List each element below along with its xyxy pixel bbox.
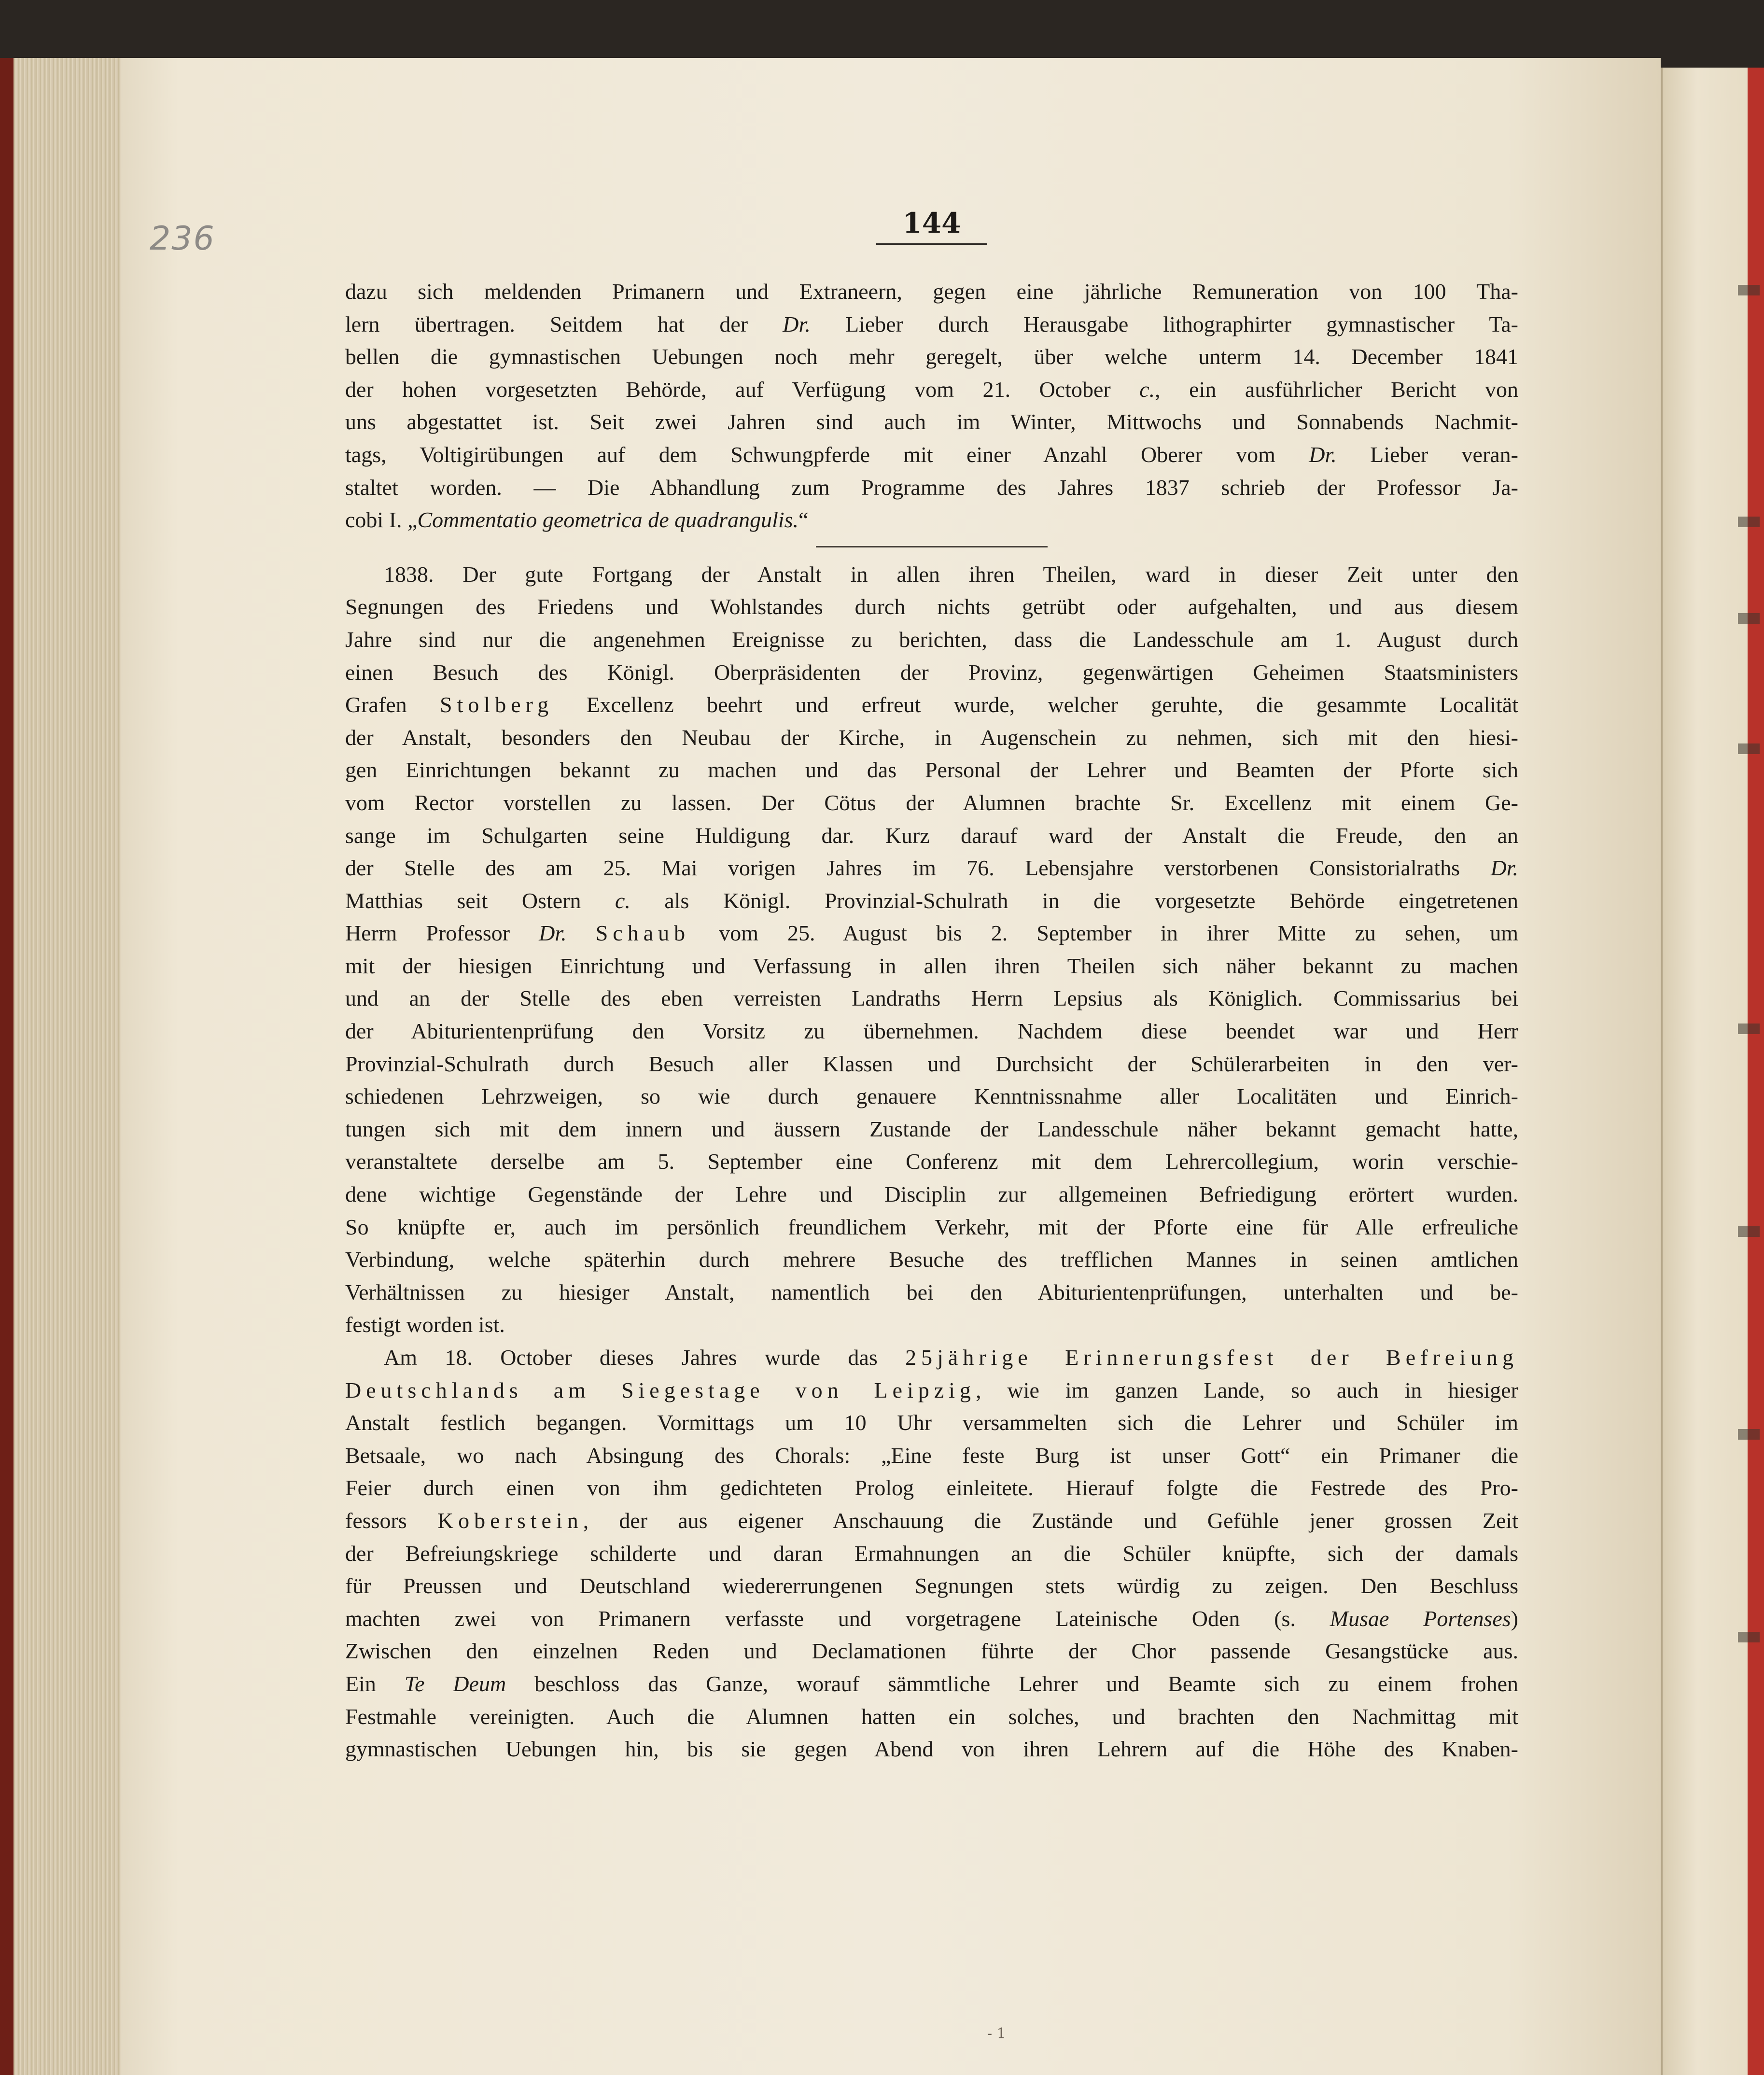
text-line: Segnungen des Friedens und Wohlstandes durch nichts getrübt oder aufgehalten, und aus diesem <box>345 594 1518 619</box>
text-line: veranstaltete derselbe am 5. September eine Conferenz mit dem Lehrercollegium, worin verschie- <box>345 1149 1518 1174</box>
text-italic: Te Deum <box>404 1671 506 1696</box>
text-line: Grafen <box>345 692 440 717</box>
text-line: als Königl. Provinzial-Schulrath in die vorgesetzte Behörde eingetretenen <box>630 888 1518 913</box>
page-text <box>345 275 1518 1766</box>
edge-mark <box>1738 1023 1760 1034</box>
text-line: Excellenz beehrt und erfreut wurde, welcher geruhte, die gesammte Localität <box>553 692 1518 717</box>
text-italic: Dr. <box>539 921 567 946</box>
edge-mark <box>1738 1632 1760 1642</box>
text-line: und an der Stelle des eben verreisten Landraths Herrn Lepsius als Königlich. Commissarius bei <box>345 986 1518 1011</box>
paragraph-1 <box>345 275 1518 504</box>
text-line: vom Rector vorstellen zu lassen. Der Cötus der Alumnen brachte Sr. Excellenz mit einem Ge- <box>345 790 1518 815</box>
edge-mark <box>1738 743 1760 754</box>
margin-note: 236 <box>150 220 215 258</box>
paragraph-2 <box>345 558 1518 1309</box>
text-line: bellen die gymnastischen Uebungen noch mehr geregelt, über welche unterm 14. December 1841 <box>345 344 1518 369</box>
text-italic: Musae Portenses <box>1330 1606 1511 1631</box>
section-divider <box>816 546 1048 547</box>
text-line: Feier durch einen von ihm gedichteten Prolog einleitete. Hierauf folgte die Festrede des Pro- <box>345 1475 1518 1500</box>
text-line: Lieber veran- <box>1336 442 1518 467</box>
page-bottom-mark: - 1 <box>987 2025 1006 2042</box>
text-line: der Stelle des am 25. Mai vorigen Jahres im 76. Lebensjahre verstorbenen Consistorialraths <box>345 855 1491 881</box>
book-cover-right <box>1748 68 1764 2075</box>
text-line <box>567 921 596 945</box>
text-line: 1838. Der gute Fortgang der Anstalt in allen ihren Theilen, ward in dieser Zeit unter den <box>384 561 1518 587</box>
text-italic: c. <box>1139 377 1155 402</box>
text-spaced: Stolberg <box>440 692 554 717</box>
text-line: sange im Schulgarten seine Huldigung dar. Kurz darauf ward der Anstalt die Freude, den an <box>345 823 1518 848</box>
text-line: Am 18. October dieses Jahres wurde das <box>384 1345 906 1370</box>
text-italic: Dr. <box>783 311 811 336</box>
text-line: Matthias seit Ostern <box>345 888 615 913</box>
text-line: vom 25. August bis 2. September in ihrer Mitte zu sehen, um <box>690 921 1519 946</box>
edge-mark <box>1738 285 1760 295</box>
paragraph-2-end <box>345 1308 1518 1341</box>
book-page-edges-left <box>0 58 122 2075</box>
text-line: dene wichtige Gegenstände der Lehre und Disciplin zur allgemeinen Befriedigung erörtert wurden. <box>345 1182 1518 1207</box>
text-line: ) <box>1511 1606 1518 1631</box>
text-line: tungen sich mit dem innern und äussern Zustande der Landesschule näher bekannt gemacht hatte, <box>345 1116 1518 1141</box>
paragraph-3 <box>345 1341 1518 1766</box>
edge-mark <box>1738 517 1760 527</box>
text-line: dazu sich meldenden Primanern und Extraneern, gegen eine jährliche Remuneration von 100 Tha- <box>345 279 1518 304</box>
text-line: Verhältnissen zu hiesiger Anstalt, namentlich bei den Abiturientenprüfungen, unterhalten und be- <box>345 1279 1518 1304</box>
text-line: der Befreiungskriege schilderte und daran Ermahnungen an die Schüler knüpfte, sich der damals <box>345 1541 1518 1566</box>
text-line: tags, Voltigirübungen auf dem Schwungpferde mit einer Anzahl Oberer vom <box>345 442 1309 467</box>
text-line: festigt worden ist. <box>345 1312 505 1337</box>
book-cover-left <box>0 58 14 2075</box>
text-line: der hohen vorgesetzten Behörde, auf Verfügung vom 21. October <box>345 377 1140 402</box>
text-line: , ein ausführlicher Bericht von <box>1155 377 1518 402</box>
text-line: , der aus eigener Anschauung die Zustände und Gefühle jener grossen Zeit <box>583 1508 1518 1533</box>
text-line: der Anstalt, besonders den Neubau der Kirche, in Augenschein zu nehmen, sich mit den hiesi- <box>345 725 1518 750</box>
page-number: 144 <box>876 207 987 245</box>
text-italic: Commentatio geometrica de quadrangulis. <box>417 507 799 533</box>
text-spaced: Deutschlands am Siegestage von Leipzig <box>345 1377 976 1402</box>
text-spaced: 25jährige Erinnerungsfest der Befreiung <box>905 1345 1518 1370</box>
text-line: machten zwei von Primanern verfasste und vorgetragene Lateinische Oden (s. <box>345 1606 1330 1631</box>
text-italic: c. <box>615 888 630 913</box>
text-line: fessors <box>345 1508 437 1533</box>
text-line: , wie im ganzen Lande, so auch in hiesiger <box>976 1377 1518 1402</box>
text-spaced: Koberstein <box>437 1508 583 1533</box>
edge-mark <box>1738 613 1760 624</box>
text-line: lern übertragen. Seitdem hat der <box>345 311 783 336</box>
text-line: staltet worden. — Die Abhandlung zum Programme des Jahres 1837 schrieb der Professor Ja- <box>345 475 1518 500</box>
text-line: Anstalt festlich begangen. Vormittags um 10 Uhr versammelten sich die Lehrer und Schüler im <box>345 1410 1518 1435</box>
paragraph-1-end <box>345 504 1518 536</box>
text-line: beschloss das Ganze, worauf sämmtliche Lehrer und Beamte sich zu einem frohen <box>506 1671 1518 1696</box>
text-italic: Dr. <box>1309 442 1337 467</box>
text-line: für Preussen und Deutschland wiedererrungenen Segnungen stets würdig zu zeigen. Den Beschluss <box>345 1573 1518 1598</box>
text-line: Betsaale, wo nach Absingung des Chorals: „Eine feste Burg ist unser Gott“ ein Primaner die <box>345 1443 1518 1468</box>
text-line: Provinzial-Schulrath durch Besuch aller Klassen und Durchsicht der Schülerarbeiten in den ver- <box>345 1051 1518 1076</box>
text-spaced: Schaub <box>595 921 690 946</box>
text-line: Lieber durch Herausgabe lithographirter gymnastischer Ta- <box>810 311 1518 336</box>
text-line: gymnastischen Uebungen hin, bis sie gegen Abend von ihren Lehrern auf die Höhe des Knaben- <box>345 1737 1518 1762</box>
text-line: gen Einrichtungen bekannt zu machen und das Personal der Lehrer und Beamten der Pforte sich <box>345 757 1518 783</box>
edge-mark <box>1738 1226 1760 1237</box>
text-line: “ <box>798 507 809 533</box>
text-line: mit der hiesigen Einrichtung und Verfassung in allen ihren Theilen sich näher bekannt zu machen <box>345 953 1518 978</box>
text-line: Jahre sind nur die angenehmen Ereignisse zu berichten, dass die Landesschule am 1. August durch <box>345 627 1518 652</box>
text-line: Ein <box>345 1671 405 1696</box>
text-line: Zwischen den einzelnen Reden und Declamationen führte der Chor passende Gesangstücke aus. <box>345 1639 1518 1664</box>
text-line: einen Besuch des Königl. Oberpräsidenten der Provinz, gegenwärtigen Geheimen Staatsministers <box>345 659 1518 685</box>
edge-mark <box>1738 1429 1760 1440</box>
text-line: der Abiturientenprüfung den Vorsitz zu übernehmen. Nachdem diese beendet war und Herr <box>345 1019 1518 1044</box>
text-line: schiedenen Lehrzweigen, so wie durch genauere Kenntnissnahme aller Localitäten und Einrich- <box>345 1084 1518 1109</box>
text-line: Verbindung, welche späterhin durch mehrere Besuche des trefflichen Mannes in seinen amtlichen <box>345 1247 1518 1272</box>
text-line: So knüpfte er, auch im persönlich freundlichem Verkehr, mit der Pforte eine für Alle erfreuliche <box>345 1214 1518 1239</box>
text-line: Festmahle vereinigten. Auch die Alumnen hatten ein solches, und brachten den Nachmittag mit <box>345 1704 1518 1729</box>
text-line: cobi I. „ <box>345 507 418 533</box>
text-line: Herrn Professor <box>345 921 539 946</box>
text-italic: Dr. <box>1490 855 1518 881</box>
text-line: uns abgestattet ist. Seit zwei Jahren sind auch im Winter, Mittwochs und Sonnabends Nachmit- <box>345 409 1518 435</box>
book-page-edges-right <box>1661 68 1750 2075</box>
